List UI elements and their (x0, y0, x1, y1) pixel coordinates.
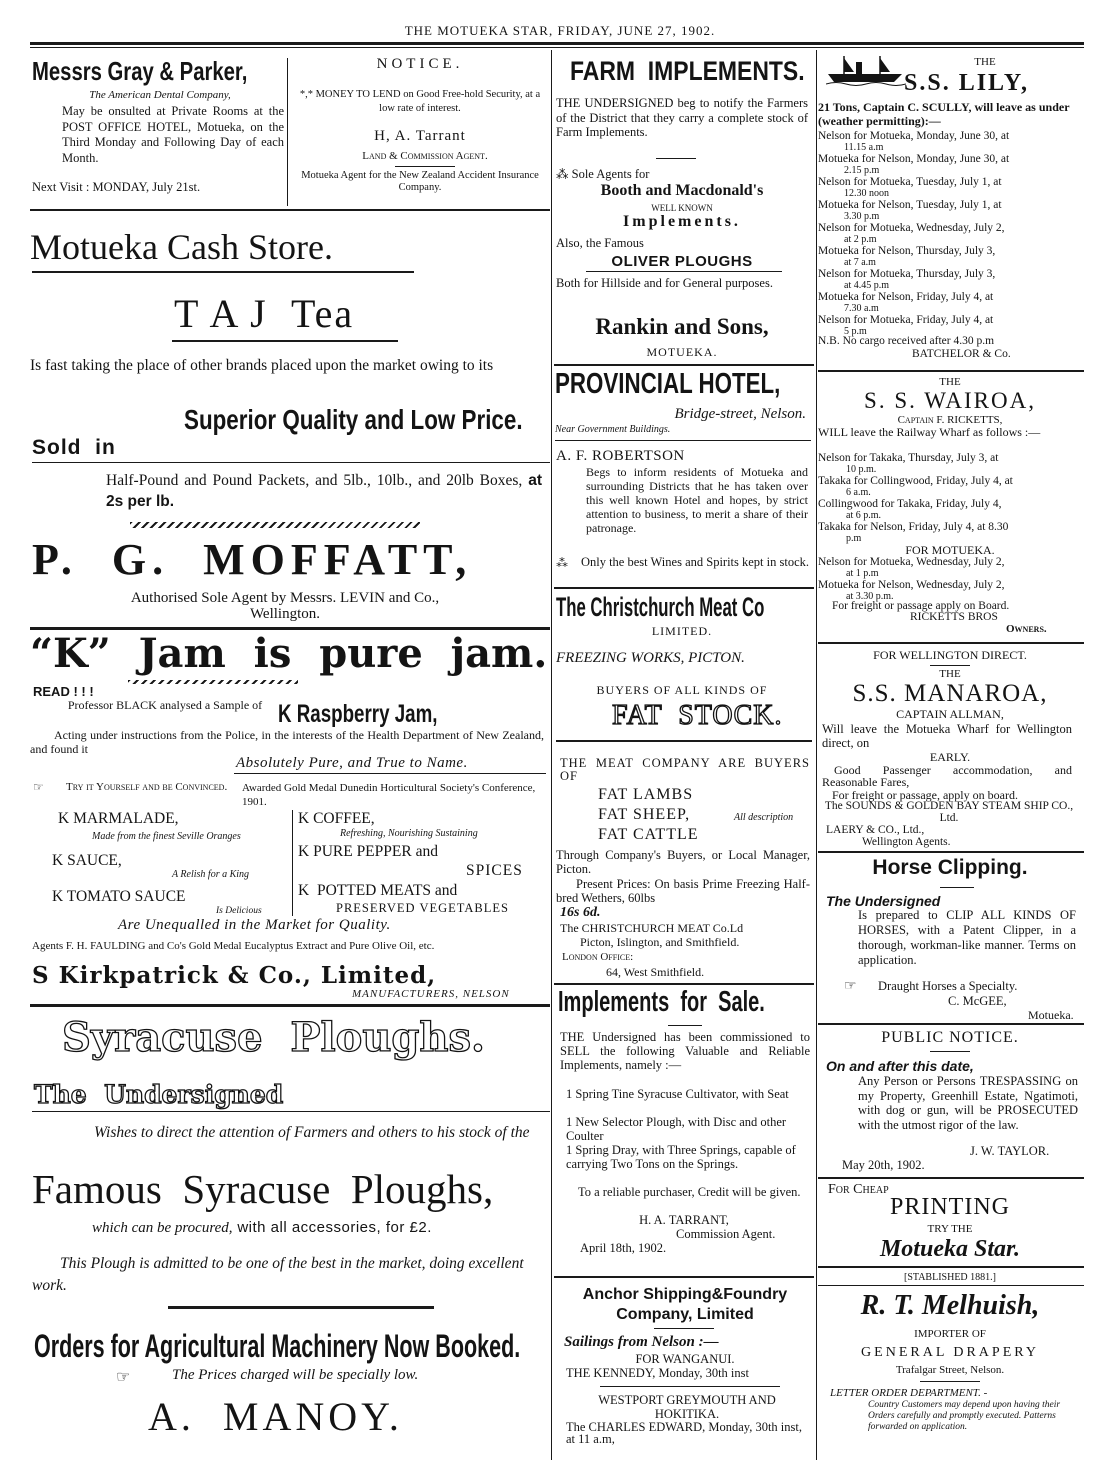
notice-rule (395, 166, 455, 167)
wairoa-the: THE (939, 376, 961, 388)
gray-parker-title: Messrs Gray & Parker, (32, 56, 248, 86)
melhuish-street: Trafalgar Street, Nelson. (895, 1364, 1005, 1376)
wairoa-ricketts: RICKETTS BROS (910, 611, 998, 623)
syracuse-prices: The Prices charged will be specially low. (172, 1367, 419, 1383)
wairoa-w4a: Takaka for Nelson, Friday, July 4, at 8.30 (818, 521, 1009, 533)
lily-s2b: 2.15 p.m (844, 165, 880, 176)
melhuish-drapery: GENERAL DRAPERY (861, 1345, 1039, 1360)
k-sauce-sub: A Relish for a King (172, 869, 250, 880)
lily-s3a: Nelson for Motueka, Tuesday, July 1, at (818, 176, 1002, 188)
asterism-icon: ⁂ (556, 167, 572, 181)
divider-after-wairoa (818, 642, 1084, 644)
manaroa-good: Good Passenger accommodation, and Reasonable Fares, (822, 763, 1072, 789)
wairoa-w5a: Nelson for Motueka, Wednesday, July 2, (818, 556, 1005, 568)
syracuse-wishes: Wishes to direct the attention of Farmers and others to his stock of the (94, 1124, 530, 1141)
divider-after-public-notice (818, 1177, 1084, 1179)
implements-name: H. A. TARRANT, (639, 1213, 729, 1227)
printing-star: Motueka Star. (879, 1236, 1021, 1262)
moffatt-agent: Authorised Sole Agent by Messrs. LEVIN and Co., Wellington. (130, 590, 440, 622)
wairoa-freight: For freight or passage apply on Board. (832, 600, 1010, 612)
lily-s9a: Nelson for Motueka, Friday, July 4, at (818, 314, 994, 326)
k-marmalade: K MARMALADE, (58, 810, 179, 827)
manaroa-the: THE (939, 668, 961, 680)
provincial-rule (555, 440, 811, 441)
syracuse-best: This Plough is admitted to be one of the best in the market, doing excellent work. (32, 1255, 524, 1294)
provincial-wines: Only the best Wines and Spirits kept in stock. (580, 555, 810, 569)
masthead-rule (30, 42, 1084, 45)
oliver-rule (586, 271, 782, 272)
printing-rule (818, 1266, 1084, 1268)
wairoa-w2a: Takaka for Collingwood, Friday, July 4, at (818, 475, 1013, 487)
k-tomato-sauce: K TOMATO SAUCE (52, 888, 186, 905)
implements-word: Implements. (623, 213, 741, 230)
manaroa-company: The SOUNDS & GOLDEN BAY STEAM SHIP CO., Ltd. (824, 800, 1074, 824)
meat-co-present: Present Prices: On basis Prime Freezing Half-bred Wethers, 60lbs (556, 877, 810, 905)
syracuse-title: Syracuse Ploughs. (62, 1014, 485, 1061)
implements-sale-rule (668, 1025, 702, 1026)
syracuse-procured: which can be procured, (92, 1220, 233, 1236)
wairoa-owners: Owners. (1006, 623, 1047, 635)
notice-name: H, A. Tarrant (374, 128, 466, 144)
syracuse-undersigned: The Undersigned (34, 1080, 284, 1109)
horse-body: Is prepared to CLIP ALL KINDS OF HORSES, with a Patent Clipper, in a thorough, workman-like manner. Terms on application. (858, 908, 1076, 967)
k-products-divider (292, 810, 293, 916)
k-jam-acting: Acting under instructions from the Police, in the interests of the Health Department of New Zealand, and found it (30, 728, 544, 756)
wavy-rule (130, 522, 420, 528)
meat-co-london-addr: 64, West Smithfield. (606, 965, 705, 979)
orders-booked: Orders for Agricultural Machinery Now Booked. (34, 1328, 521, 1364)
divider-after-meat (554, 983, 814, 985)
horse-rule (940, 887, 974, 888)
fat-cattle: FAT CATTLE (598, 826, 699, 843)
printing-try: TRY THE (927, 1223, 973, 1235)
gray-parker-body: May be onsulted at Private Rooms at the POST OFFICE HOTEL, Motueka, on the Third Monday and Following Day of each Month. (62, 104, 284, 165)
lily-note: N.B. No cargo received after 4.30 p.m (818, 335, 995, 347)
fat-lambs: FAT LAMBS (598, 786, 694, 803)
horse-place: Motueka. (1028, 1008, 1074, 1022)
melhuish-importer: IMPORTER OF (914, 1328, 986, 1340)
k-jam-awarded: Awarded Gold Medal Dunedin Horticultural Society's Conference, 1901. (242, 782, 536, 808)
cash-store-line1: Is fast taking the place of other brands placed upon the market owing to its (30, 357, 494, 374)
wairoa-captain: Captain F. RICKETTS, (897, 414, 1003, 426)
implements-intro: THE Undersigned has been commissioned to SELL the following Valuable and Reliable Implements, namely :— (560, 1030, 810, 1072)
manaroa-title: S.S. MANAROA, (852, 680, 1048, 707)
implements-role: Commission Agent. (676, 1227, 776, 1241)
cash-store-title: Motueka Cash Store. (30, 227, 333, 267)
k-coffee: K COFFEE, (298, 810, 375, 827)
k-jam-pure-rule (234, 773, 546, 774)
notice-body: *,* MONEY TO LEND on Good Free-hold Security, at a low rate of interest. (299, 89, 541, 114)
lily-s1b: 11.15 a.m (844, 142, 884, 153)
k-jam-try: Try it Yourself and be Convinced. (66, 781, 228, 793)
melhuish-rule (920, 1381, 980, 1382)
gray-parker-next-visit: Next Visit : MONDAY, July 21st. (32, 180, 201, 194)
melhuish-body: Country Customers may depend upon having their Orders carefully and promptly executed. Patterns forwarded on application. (868, 1400, 1061, 1432)
also-famous: Also, the Famous (556, 236, 644, 250)
anchor-wanganui: FOR WANGANUI. (635, 1352, 735, 1366)
implements-item-3: 1 Spring Dray, with Three Springs, capable of carrying Two Tons on the Springs. (566, 1143, 796, 1171)
manaroa-will: Will leave the Motueka Wharf for Wellington direct, on (822, 722, 1072, 750)
moffatt-name: P. G. MOFFATT, (32, 535, 473, 584)
syracuse-undersigned-rule (32, 1111, 550, 1112)
oliver-ploughs: OLIVER PLOUGHS (611, 253, 753, 270)
lily-s8b: 7.30 a.m (844, 303, 879, 314)
meat-co-limited: LIMITED. (651, 624, 713, 638)
fat-sheep-sub: All description (734, 812, 794, 823)
lily-s6b: at 7 a.m (844, 257, 876, 268)
melhuish-dept: LETTER ORDER DEPARTMENT. - (830, 1387, 988, 1399)
implements-date: April 18th, 1902. (580, 1241, 667, 1255)
sold-in-rule (32, 462, 550, 463)
provincial-name: A. F. ROBERTSON (556, 448, 685, 464)
k-jam-pure: Absolutely Pure, and True to Name. (236, 755, 468, 771)
lily-s8a: Motueka for Nelson, Friday, July 4, at (818, 291, 994, 303)
professor-black: Professor BLACK analysed a Sample of (67, 698, 263, 712)
horse-undersigned: The Undersigned (826, 893, 941, 909)
sole-agents-for (556, 166, 649, 182)
wairoa-w1a: Nelson for Takaka, Thursday, July 3, at (818, 452, 999, 464)
manaroa-agents: Wellington Agents. (862, 836, 951, 848)
public-notice-on-after: On and after this date, (826, 1058, 974, 1074)
pointing-hand-icon-3: ☞ (844, 978, 857, 994)
wairoa-will: WILL leave the Railway Wharf as follows :— (818, 425, 1041, 439)
wairoa-w4b: p.m (846, 533, 862, 544)
public-notice-date: May 20th, 1902. (842, 1158, 925, 1172)
anchor-edward: The CHARLES EDWARD, Monday, 30th inst, at 11 a.m, (566, 1420, 802, 1446)
wairoa-w3b: at 6 p.m. (846, 510, 881, 521)
steamship-icon (826, 54, 906, 86)
anchor-kennedy: THE KENNEDY, Monday, 30th inst (566, 1366, 749, 1380)
wairoa-w3a: Collingwood for Takaka, Friday, July 4, (818, 498, 1002, 510)
anchor-title-1: Anchor Shipping&Foundry (582, 1286, 788, 1303)
meat-co-addr1: The CHRISTCHURCH MEAT Co.Ld (560, 921, 744, 935)
rankin-motueka: MOTUEKA. (646, 345, 718, 359)
meat-co-buyers: BUYERS OF ALL KINDS OF (596, 683, 768, 697)
divider-after-gray (30, 209, 550, 211)
fat-stock: FAT STOCK. (612, 700, 783, 731)
kirkpatrick: S Kirkpatrick & Co., Limited, (32, 962, 437, 989)
syracuse-accessories: with all accessories, for £2. (237, 1219, 432, 1236)
farm-both: Both for Hillside and for General purposes. (556, 276, 773, 290)
lily-s9b: 5 p.m (844, 326, 867, 337)
horse-name: C. McGEE, (948, 994, 1007, 1008)
provincial-street: Bridge-street, Nelson. (674, 406, 806, 422)
divider-gray-notice (287, 58, 288, 206)
syracuse-procured-line (92, 1218, 432, 1237)
k-potted-meats: K POTTED MEATS and (298, 882, 458, 899)
fat-stock-rule (556, 740, 812, 742)
farm-implements-title: FARM IMPLEMENTS. (570, 56, 805, 86)
k-coffee-sub: Refreshing, Nourishing Sustaining (340, 828, 478, 839)
cash-store-price: at 2s per lb. (106, 472, 542, 510)
rankin-sons: Rankin and Sons, (595, 314, 769, 339)
public-notice-body: Any Person or Persons TRESPASSING on my Property, Greenhill Estate, Ngatimoti, with dog or gun, will be PROSECUTED with the utmost rigor of the law. (858, 1074, 1078, 1132)
public-notice-rule (930, 1051, 970, 1052)
lily-the: THE (974, 56, 996, 68)
lily-owners: BATCHELOR & Co. (912, 348, 1011, 360)
implements-item-2: 1 New Selector Plough, with Disc and other Coulter (566, 1115, 787, 1143)
k-preserved: PRESERVED VEGETABLES (336, 901, 509, 915)
k-jam-title: “K” Jam is pure jam. (30, 630, 548, 677)
cash-store-packets (106, 470, 542, 512)
provincial-body: Begs to inform residents of Motueka and surrounding Districts that he has taken over this well known Hotel and hopes, by strict attention to business, to merit a share of their patronage. (586, 465, 808, 535)
divider-after-lily (818, 370, 1084, 372)
anchor-rule (654, 1328, 714, 1329)
k-raspberry-jam: K Raspberry Jam, (278, 700, 438, 728)
lily-title: S.S. LILY, (904, 70, 1029, 96)
cash-store-packets-text: Half-Pound and Pound Packets, and 5lb., 10lb., and 20lb Boxes, (106, 472, 523, 489)
lily-s5a: Nelson for Motueka, Wednesday, July 2, (818, 222, 1005, 234)
masthead-rule-thin (30, 47, 1084, 48)
melhuish-title: R. T. Melhuish, (860, 1290, 1040, 1321)
wairoa-title: S. S. WAIROA, (864, 388, 1036, 413)
horse-draught: Draught Horses a Specialty. (878, 979, 1018, 993)
provincial-asterism: ⁂ (556, 556, 568, 570)
manaroa-laery: LAERY & CO., Ltd., (826, 824, 925, 836)
fat-sheep: FAT SHEEP, (598, 806, 691, 823)
anchor-title-2: Company, Limited (616, 1306, 754, 1323)
wairoa-w2b: 6 a.m. (846, 487, 871, 498)
provincial-title: PROVINCIAL HOTEL, (555, 368, 781, 400)
divider-after-farm (554, 364, 814, 366)
manaroa-rule (930, 665, 970, 666)
notice-role: Land & Commission Agent. (362, 150, 488, 162)
printing-for-cheap: For Cheap (828, 1182, 889, 1197)
divider-after-implements (554, 1276, 814, 1278)
divider-after-horse (818, 1023, 1084, 1025)
superior-quality: Superior Quality and Low Price. (184, 404, 523, 435)
lily-s7a: Nelson for Motueka, Thursday, July 3, (818, 268, 996, 280)
k-agents: Agents F. H. FAULDING and Co's Gold Medal Eucalyptus Extract and Pure Olive Oil, etc. (32, 940, 435, 952)
lily-s3b: 12.30 noon (844, 188, 889, 199)
lily-s5b: at 2 p.m (844, 234, 877, 245)
k-marmalade-sub: Made from the finest Seville Oranges (92, 831, 241, 842)
column-divider-2 (816, 50, 817, 1460)
manaroa-captain: CAPTAIN ALLMAN, (896, 707, 1004, 721)
k-tomato-sauce-sub: Is Delicious (216, 906, 262, 916)
pointing-hand-icon: ☞ (33, 780, 44, 794)
meat-co-title: The Christchurch Meat Co (556, 592, 765, 622)
public-notice-name: J. W. TAYLOR. (970, 1144, 1050, 1158)
implements-item-1: 1 Spring Tine Syracuse Cultivator, with Seat (566, 1087, 789, 1101)
divider-after-manaroa (818, 851, 1084, 853)
horse-title: Horse Clipping. (872, 856, 1028, 879)
lily-s6a: Motueka for Nelson, Thursday, July 3, (818, 245, 996, 257)
manoy: A. MANOY. (148, 1394, 403, 1439)
lily-captain: 21 Tons, Captain C. SCULLY, will leave as under (weather permitting):— (818, 100, 1070, 128)
k-unequalled: Are Unequalled in the Market for Quality. (118, 917, 391, 933)
meat-co-addr2: Picton, Islington, and Smithfield. (580, 935, 740, 949)
wairoa-w6b: at 3.30 p.m. (846, 591, 894, 602)
lily-s7b: at 4.45 p.m (844, 280, 889, 291)
masthead: THE MOTUEKA STAR, FRIDAY, JUNE 27, 1902. (404, 23, 716, 38)
printing-established: [STABLISHED 1881.] (904, 1272, 996, 1283)
k-manufacturers: MANUFACTURERS, NELSON (352, 988, 510, 1000)
lily-s4a: Motueka for Nelson, Tuesday, July 1, at (818, 199, 1002, 211)
notice-agency: Motueka Agent for the New Zealand Accident Insurance Company. (301, 170, 539, 193)
divider-after-provincial (554, 587, 814, 589)
notice-title: NOTICE. (376, 56, 464, 72)
cash-store-rule (32, 271, 414, 273)
lily-s2a: Motueka for Nelson, Monday, June 30, at (818, 153, 1010, 165)
lily-s1a: Nelson for Motueka, Monday, June 30, at (818, 130, 1010, 142)
anchor-sailings: Sailings from Nelson :— (564, 1334, 719, 1350)
farm-implements-body: THE UNDERSIGNED beg to notify the Farmers of the District that they carry a complete stock of Farm Implements. (556, 96, 808, 139)
implements-sale-title: Implements for Sale. (558, 986, 765, 1018)
farm-implements-rule (656, 158, 696, 159)
implements-credit: To a reliable purchaser, Credit will be given. (578, 1185, 801, 1199)
meat-co-through: Through Company's Buyers, or Local Manager, Picton. (556, 848, 810, 876)
k-spices: SPICES (466, 862, 523, 879)
gray-parker-subtitle: The American Dental Company, (89, 89, 231, 101)
read-label: READ ! ! ! (33, 684, 94, 699)
taj-tea: T A J Tea (174, 291, 355, 336)
anchor-rule-2 (600, 1386, 780, 1387)
k-pure-pepper: K PURE PEPPER and (298, 843, 438, 860)
column-divider-1 (551, 50, 552, 1460)
meat-co-company: THE MEAT COMPANY ARE BUYERS OF (560, 756, 810, 783)
lily-s4b: 3.30 p.m (844, 211, 880, 222)
manaroa-early: EARLY. (929, 750, 971, 764)
pointing-hand-icon-2: ☞ (116, 1367, 131, 1386)
sole-agents-text: Sole Agents for (571, 167, 650, 181)
wairoa-w1b: 10 p.m. (846, 464, 877, 475)
k-jam-wavy (128, 680, 298, 684)
meat-co-price: 16s 6d. (560, 905, 601, 920)
provincial-near: Near Government Buildings. (555, 424, 671, 435)
manaroa-for-wellington: FOR WELLINGTON DIRECT. (873, 648, 1027, 662)
divider-after-printing (818, 1285, 1084, 1286)
booth-macdonald: Booth and Macdonald's (600, 182, 764, 199)
wairoa-w6a: Motueka for Nelson, Wednesday, July 2, (818, 579, 1005, 591)
printing-word: PRINTING (890, 1194, 1010, 1220)
meat-co-london: London Office: (562, 951, 634, 963)
anchor-westport: WESTPORT GREYMOUTH AND HOKITIKA. (598, 1393, 776, 1421)
meat-co-works: FREEZING WORKS, PICTON. (556, 650, 745, 666)
taj-tea-rule (172, 340, 398, 342)
well-known: WELL KNOWN (651, 203, 713, 213)
wairoa-w5b: at 1 p.m (846, 568, 879, 579)
wairoa-for-motueka: FOR MOTUEKA. (905, 543, 995, 557)
sold-in: Sold in (32, 436, 116, 459)
syracuse-best-rule (168, 1306, 434, 1309)
public-notice-title: PUBLIC NOTICE. (881, 1029, 1019, 1046)
divider-after-kjam (30, 1004, 550, 1007)
famous-syracuse: Famous Syracuse Ploughs, (32, 1166, 494, 1212)
manaroa-freight: For freight or passage, apply on board. (832, 788, 1018, 802)
k-sauce: K SAUCE, (52, 852, 122, 869)
